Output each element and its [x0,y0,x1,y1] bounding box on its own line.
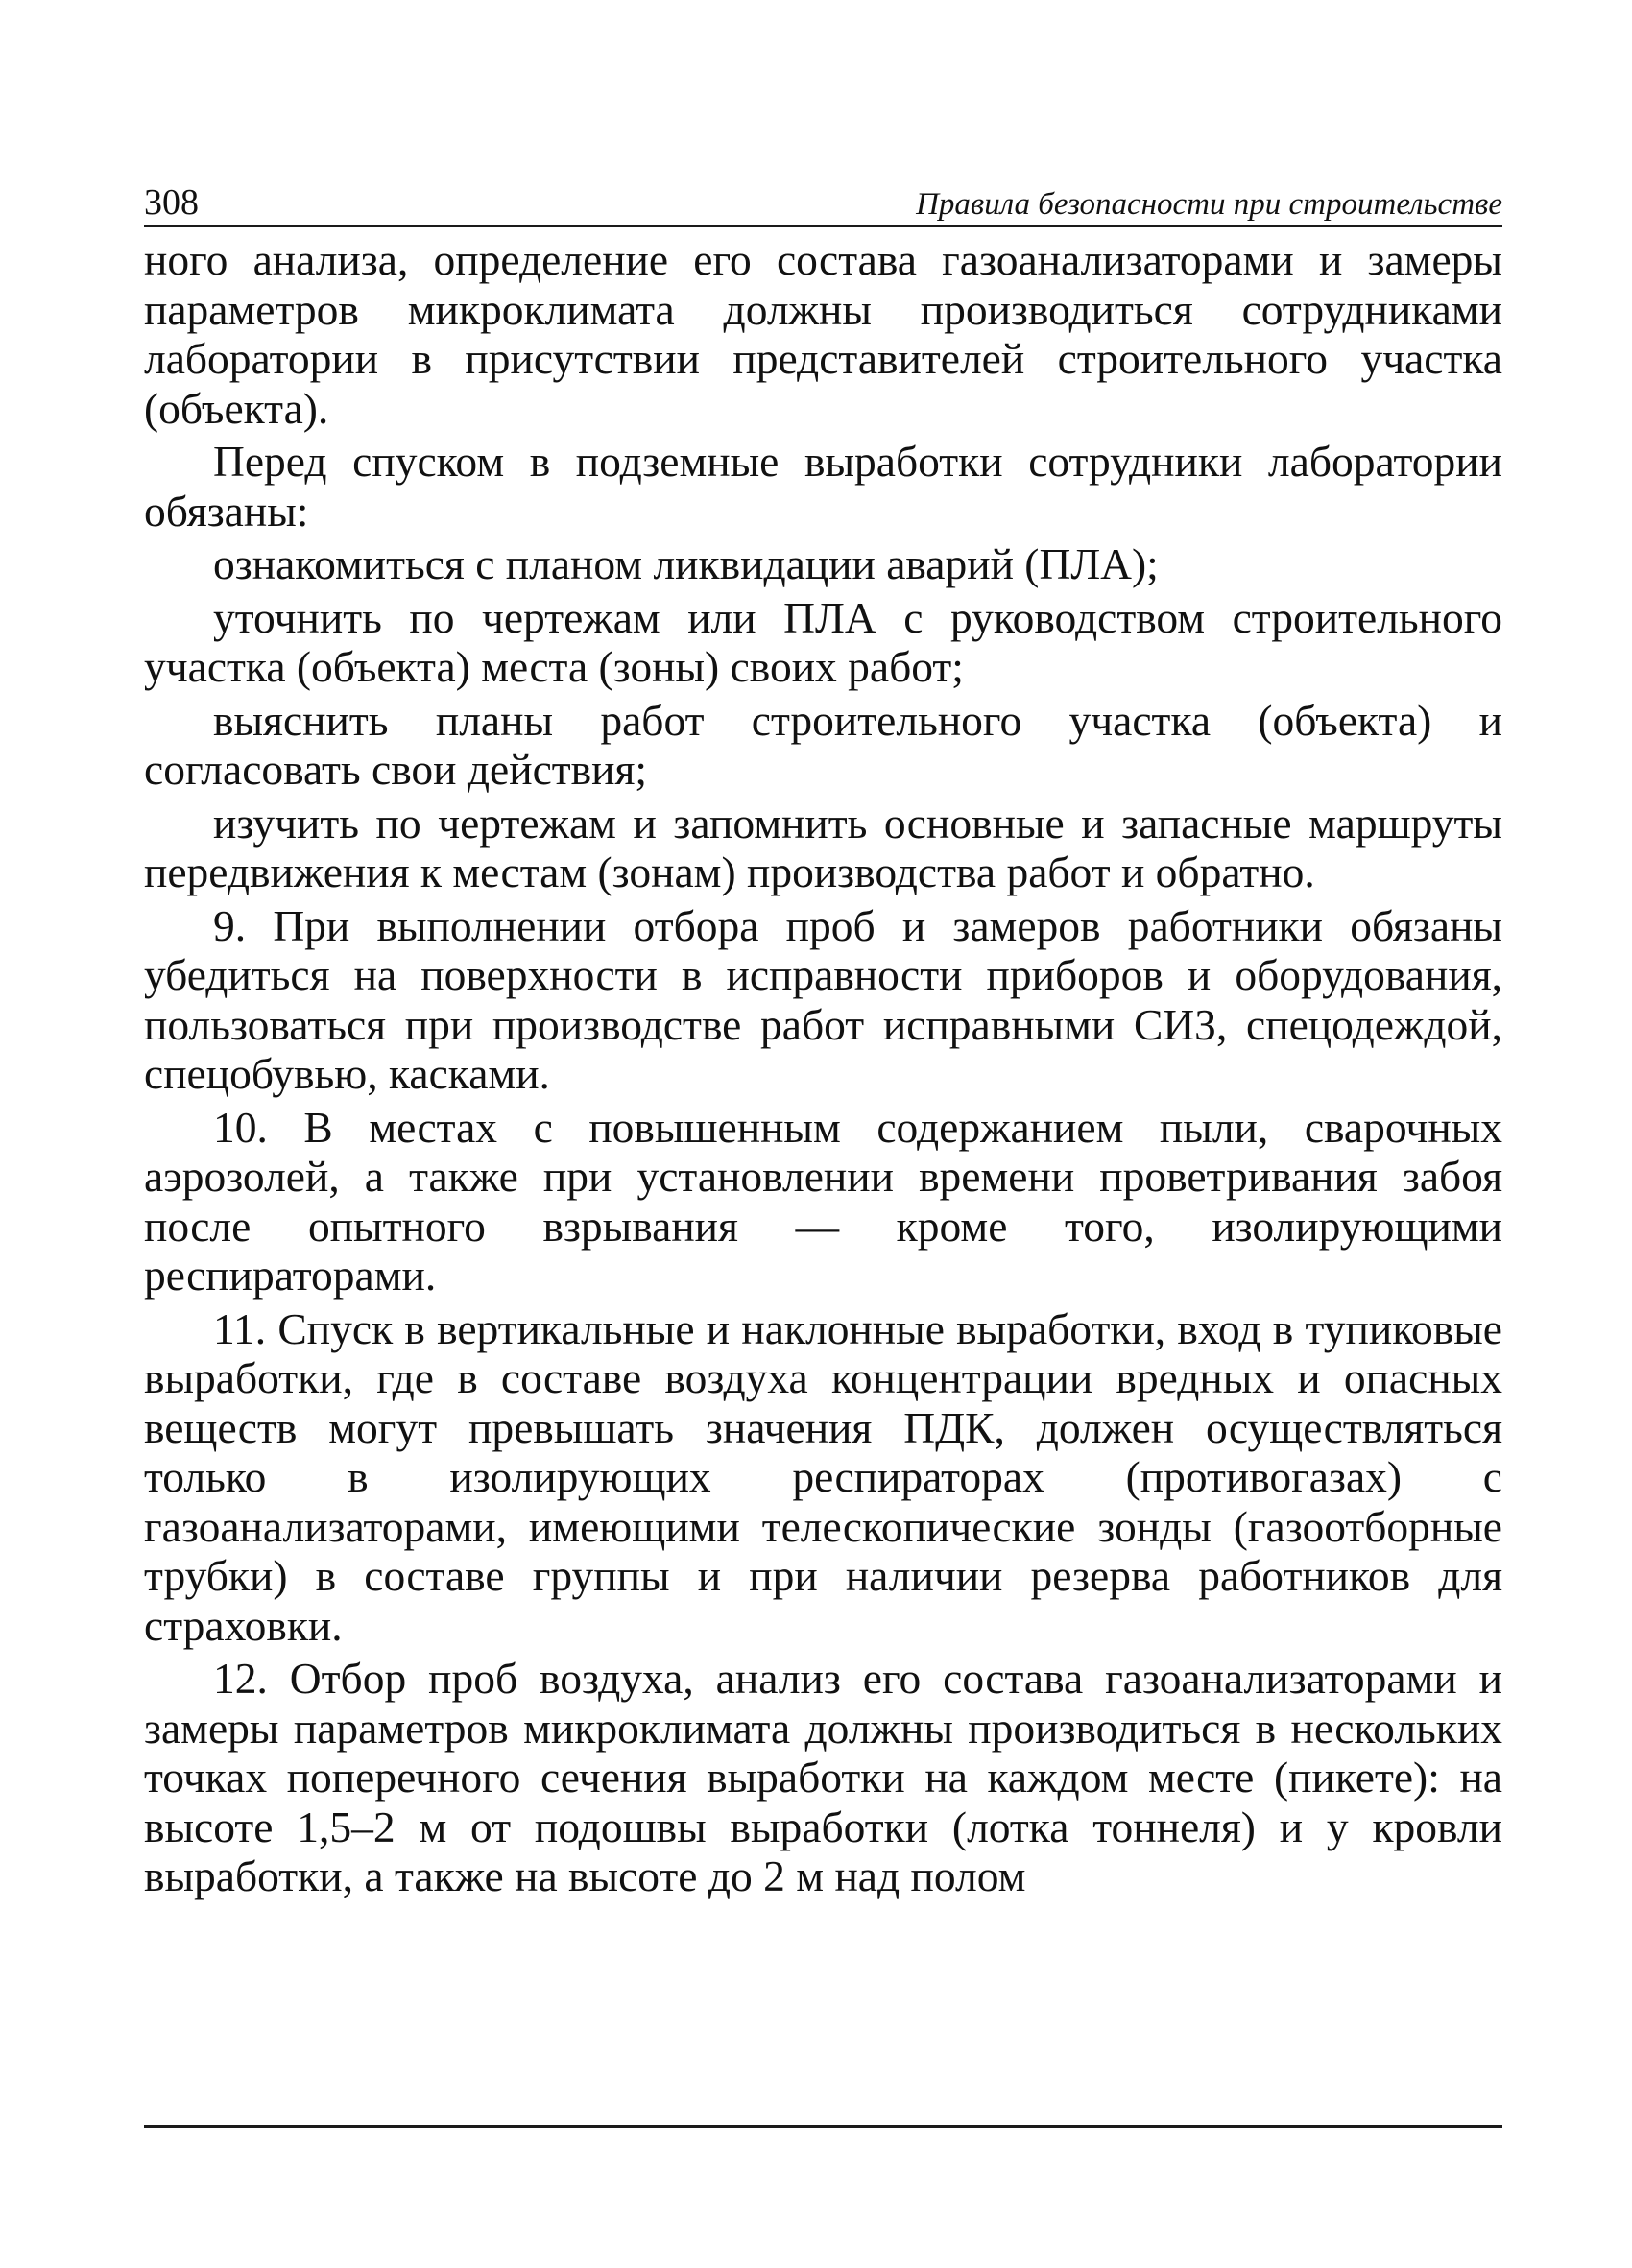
running-head [144,173,1502,227]
paragraph-continued: ного анализа, определение его состава газоанализаторами и замеры параметров микроклимата должны производиться сотрудниками лаборатории в присутствии представителей строительного участка (объекта). [144,235,1502,433]
book-page [144,173,1502,1901]
list-item: изучить по чертежам и запомнить основные и запасные маршруты передвижения к местам (зонам) производства работ и обратно. [144,798,1502,896]
clause-9: 9. При выполнении отбора проб и замеров работники обязаны убедиться на поверхности в исправности приборов и оборудования, пользоваться при производстве работ исправными СИЗ, спецодеждой, спецобувью, касками. [144,900,1502,1098]
page-number: 308 [144,182,199,223]
list-item: уточнить по чертежам или ПЛА с руководством строительного участка (объекта) места (зоны) своих работ; [144,592,1502,691]
paragraph: Перед спуском в подземные выработки сотрудники лаборатории обязаны: [144,437,1502,536]
footer-rule [144,2125,1502,2128]
list-item: ознакомиться с планом ликвидации аварий (ПЛА); [213,539,1159,588]
body-text [144,235,1502,1901]
running-title: Правила безопасности при строительстве [916,187,1502,222]
clause-11: 11. Спуск в вертикальные и наклонные выработки, вход в тупиковые выработки, где в составе воздуха концентрации вредных и опасных веществ могут превышать значения ПДК, должен осуществляться только в изолирующих респираторах (противогазах) с газоанализаторами, имеющими телескопические зонды (газоотборные трубки) в составе группы и при наличии резерва работников для страховки. [144,1303,1502,1650]
clause-12: 12. Отбор проб воздуха, анализ его состава газоанализаторами и замеры параметров микроклимата должны производиться в нескольких точках поперечного сечения выработки на каждом месте (пикете): на высоте 1,5–2 м от подошвы выработки (лотка тоннеля) и у кровли выработки, а также на высоте до 2 м над полом [144,1654,1502,1900]
list-item: выяснить планы работ строительного участка (объекта) и согласовать свои действия; [144,695,1502,794]
clause-10: 10. В местах с повышенным содержанием пыли, сварочных аэрозолей, а также при установлении времени проветривания забоя после опытного взрывания — кроме того, изолирующими респираторами. [144,1102,1502,1300]
